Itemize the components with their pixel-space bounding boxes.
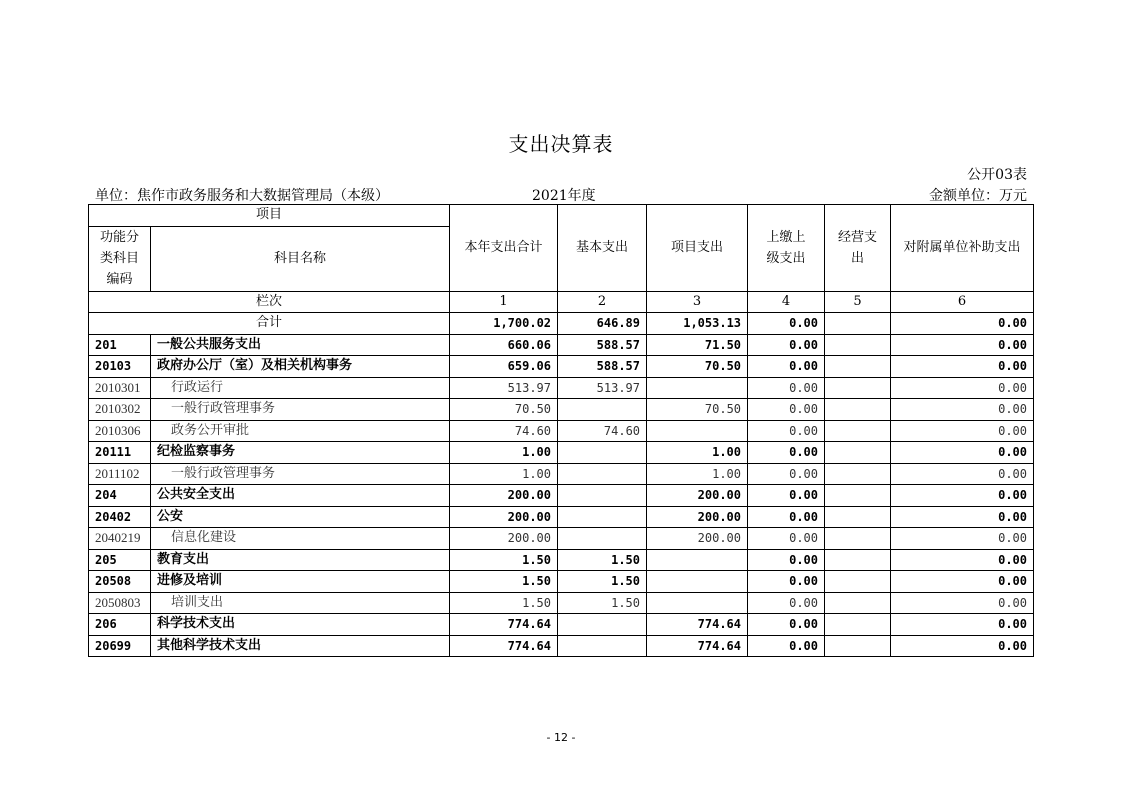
table-row (89, 463, 1034, 485)
subject-name-cell: 信息化建设 (151, 528, 450, 550)
header-basic: 基本支出 (558, 205, 647, 292)
subsidy-cell: 0.00 (891, 614, 1034, 636)
header-func-code: 功能分类科目编码 (89, 226, 151, 291)
subject-name-cell: 公共安全支出 (151, 485, 450, 507)
table-row (89, 442, 1034, 464)
project-cell: 774.64 (647, 614, 748, 636)
basic-cell (558, 614, 647, 636)
remit-cell: 0.00 (748, 442, 825, 464)
subsidy-cell: 0.00 (891, 571, 1034, 593)
header-subsidy: 对附属单位补助支出 (891, 205, 1034, 292)
project-cell (647, 571, 748, 593)
remit-cell: 0.00 (748, 313, 825, 335)
subject-name-cell: 科学技术支出 (151, 614, 450, 636)
subsidy-cell: 0.00 (891, 334, 1034, 356)
business-cell (825, 528, 891, 550)
table-row (89, 377, 1034, 399)
basic-cell: 588.57 (558, 356, 647, 378)
remit-cell: 0.00 (748, 399, 825, 421)
subject-name-cell: 培训支出 (151, 592, 450, 614)
total-cell: 1.50 (450, 549, 558, 571)
reporting-unit: 单位：焦作市政务服务和大数据管理局（本级） (95, 188, 389, 204)
header-remit: 上缴上级支出 (748, 205, 825, 292)
project-cell: 200.00 (647, 528, 748, 550)
subject-name-cell: 其他科学技术支出 (151, 635, 450, 657)
remit-cell: 0.00 (748, 420, 825, 442)
business-cell (825, 635, 891, 657)
business-cell (825, 463, 891, 485)
code-cell: 2011102 (89, 463, 151, 485)
table-row (89, 549, 1034, 571)
fiscal-year: 2021年度 (532, 188, 596, 204)
total-cell: 1,700.02 (450, 313, 558, 335)
subsidy-cell: 0.00 (891, 506, 1034, 528)
business-cell (825, 313, 891, 335)
column-index: 6 (891, 291, 1034, 313)
total-cell: 200.00 (450, 528, 558, 550)
basic-cell: 646.89 (558, 313, 647, 335)
total-row (89, 313, 1034, 335)
column-index: 3 (647, 291, 748, 313)
column-index: 5 (825, 291, 891, 313)
total-cell: 200.00 (450, 485, 558, 507)
subject-name-cell: 进修及培训 (151, 571, 450, 593)
table-row (89, 420, 1034, 442)
subject-name-cell: 教育支出 (151, 549, 450, 571)
remit-cell: 0.00 (748, 485, 825, 507)
subject-name-cell: 公安 (151, 506, 450, 528)
header-business: 经营支出 (825, 205, 891, 292)
table-row (89, 485, 1034, 507)
basic-cell (558, 506, 647, 528)
remit-cell: 0.00 (748, 571, 825, 593)
project-cell: 1.00 (647, 442, 748, 464)
code-cell: 20699 (89, 635, 151, 657)
subsidy-cell: 0.00 (891, 377, 1034, 399)
amount-unit: 金额单位：万元 (929, 188, 1027, 204)
page-title: 支出决算表 (508, 132, 614, 156)
project-cell: 1,053.13 (647, 313, 748, 335)
basic-cell (558, 442, 647, 464)
business-cell (825, 485, 891, 507)
total-cell: 1.00 (450, 442, 558, 464)
business-cell (825, 614, 891, 636)
project-cell: 71.50 (647, 334, 748, 356)
total-cell: 774.64 (450, 614, 558, 636)
subject-name-cell: 一般行政管理事务 (151, 463, 450, 485)
total-cell: 1.00 (450, 463, 558, 485)
basic-cell: 1.50 (558, 571, 647, 593)
total-cell: 660.06 (450, 334, 558, 356)
code-cell: 205 (89, 549, 151, 571)
basic-cell: 1.50 (558, 592, 647, 614)
business-cell (825, 356, 891, 378)
total-cell: 70.50 (450, 399, 558, 421)
header-item: 项目 (89, 205, 450, 227)
business-cell (825, 506, 891, 528)
business-cell (825, 549, 891, 571)
remit-cell: 0.00 (748, 549, 825, 571)
basic-cell (558, 635, 647, 657)
column-index: 2 (558, 291, 647, 313)
header-project: 项目支出 (647, 205, 748, 292)
project-cell: 200.00 (647, 485, 748, 507)
subject-name-cell: 纪检监察事务 (151, 442, 450, 464)
table-row (89, 592, 1034, 614)
total-cell: 200.00 (450, 506, 558, 528)
code-cell: 204 (89, 485, 151, 507)
code-cell: 206 (89, 614, 151, 636)
code-cell: 20103 (89, 356, 151, 378)
header-total: 本年支出合计 (450, 205, 558, 292)
project-cell: 200.00 (647, 506, 748, 528)
subsidy-cell: 0.00 (891, 399, 1034, 421)
subject-name-cell: 一般公共服务支出 (151, 334, 450, 356)
subject-name-cell: 政府办公厅（室）及相关机构事务 (151, 356, 450, 378)
basic-cell (558, 399, 647, 421)
business-cell (825, 377, 891, 399)
project-cell (647, 420, 748, 442)
project-cell (647, 377, 748, 399)
subject-name-cell: 行政运行 (151, 377, 450, 399)
business-cell (825, 399, 891, 421)
subject-name-cell: 政务公开审批 (151, 420, 450, 442)
total-cell: 1.50 (450, 592, 558, 614)
subsidy-cell: 0.00 (891, 549, 1034, 571)
table-body (89, 334, 1034, 657)
form-number: 公开03表 (967, 167, 1027, 183)
remit-cell: 0.00 (748, 506, 825, 528)
basic-cell: 1.50 (558, 549, 647, 571)
business-cell (825, 592, 891, 614)
remit-cell: 0.00 (748, 614, 825, 636)
remit-cell: 0.00 (748, 377, 825, 399)
table-row (89, 334, 1034, 356)
project-cell: 774.64 (647, 635, 748, 657)
subject-name-cell: 一般行政管理事务 (151, 399, 450, 421)
header-subject-name: 科目名称 (151, 226, 450, 291)
subsidy-cell: 0.00 (891, 313, 1034, 335)
column-index: 1 (450, 291, 558, 313)
subsidy-cell: 0.00 (891, 635, 1034, 657)
subsidy-cell: 0.00 (891, 420, 1034, 442)
expenditure-table (88, 204, 1034, 657)
column-index: 4 (748, 291, 825, 313)
business-cell (825, 571, 891, 593)
total-cell: 513.97 (450, 377, 558, 399)
basic-cell: 588.57 (558, 334, 647, 356)
code-cell: 2010302 (89, 399, 151, 421)
table-row (89, 528, 1034, 550)
total-cell: 1.50 (450, 571, 558, 593)
table-row (89, 399, 1034, 421)
subsidy-cell: 0.00 (891, 485, 1034, 507)
total-cell: 774.64 (450, 635, 558, 657)
table-row (89, 614, 1034, 636)
code-cell: 20402 (89, 506, 151, 528)
basic-cell: 74.60 (558, 420, 647, 442)
subsidy-cell: 0.00 (891, 528, 1034, 550)
subsidy-cell: 0.00 (891, 442, 1034, 464)
basic-cell (558, 528, 647, 550)
total-cell: 659.06 (450, 356, 558, 378)
business-cell (825, 442, 891, 464)
code-cell: 2010306 (89, 420, 151, 442)
project-cell (647, 549, 748, 571)
remit-cell: 0.00 (748, 356, 825, 378)
table-row (89, 571, 1034, 593)
project-cell: 70.50 (647, 356, 748, 378)
basic-cell (558, 485, 647, 507)
total-cell: 74.60 (450, 420, 558, 442)
table-row (89, 356, 1034, 378)
basic-cell: 513.97 (558, 377, 647, 399)
project-cell: 1.00 (647, 463, 748, 485)
business-cell (825, 334, 891, 356)
code-cell: 2050803 (89, 592, 151, 614)
basic-cell (558, 463, 647, 485)
remit-cell: 0.00 (748, 334, 825, 356)
remit-cell: 0.00 (748, 463, 825, 485)
table-row (89, 635, 1034, 657)
code-cell: 20111 (89, 442, 151, 464)
code-cell: 201 (89, 334, 151, 356)
project-cell: 70.50 (647, 399, 748, 421)
remit-cell: 0.00 (748, 592, 825, 614)
column-index-row (89, 291, 1034, 313)
remit-cell: 0.00 (748, 635, 825, 657)
code-cell: 2040219 (89, 528, 151, 550)
total-label: 合计 (89, 313, 450, 335)
subsidy-cell: 0.00 (891, 592, 1034, 614)
subsidy-cell: 0.00 (891, 356, 1034, 378)
header-row-item (89, 205, 1034, 227)
table-row (89, 506, 1034, 528)
row-index-label: 栏次 (89, 291, 450, 313)
project-cell (647, 592, 748, 614)
business-cell (825, 420, 891, 442)
code-cell: 20508 (89, 571, 151, 593)
subsidy-cell: 0.00 (891, 463, 1034, 485)
remit-cell: 0.00 (748, 528, 825, 550)
code-cell: 2010301 (89, 377, 151, 399)
page-number: - 12 - (546, 731, 576, 744)
